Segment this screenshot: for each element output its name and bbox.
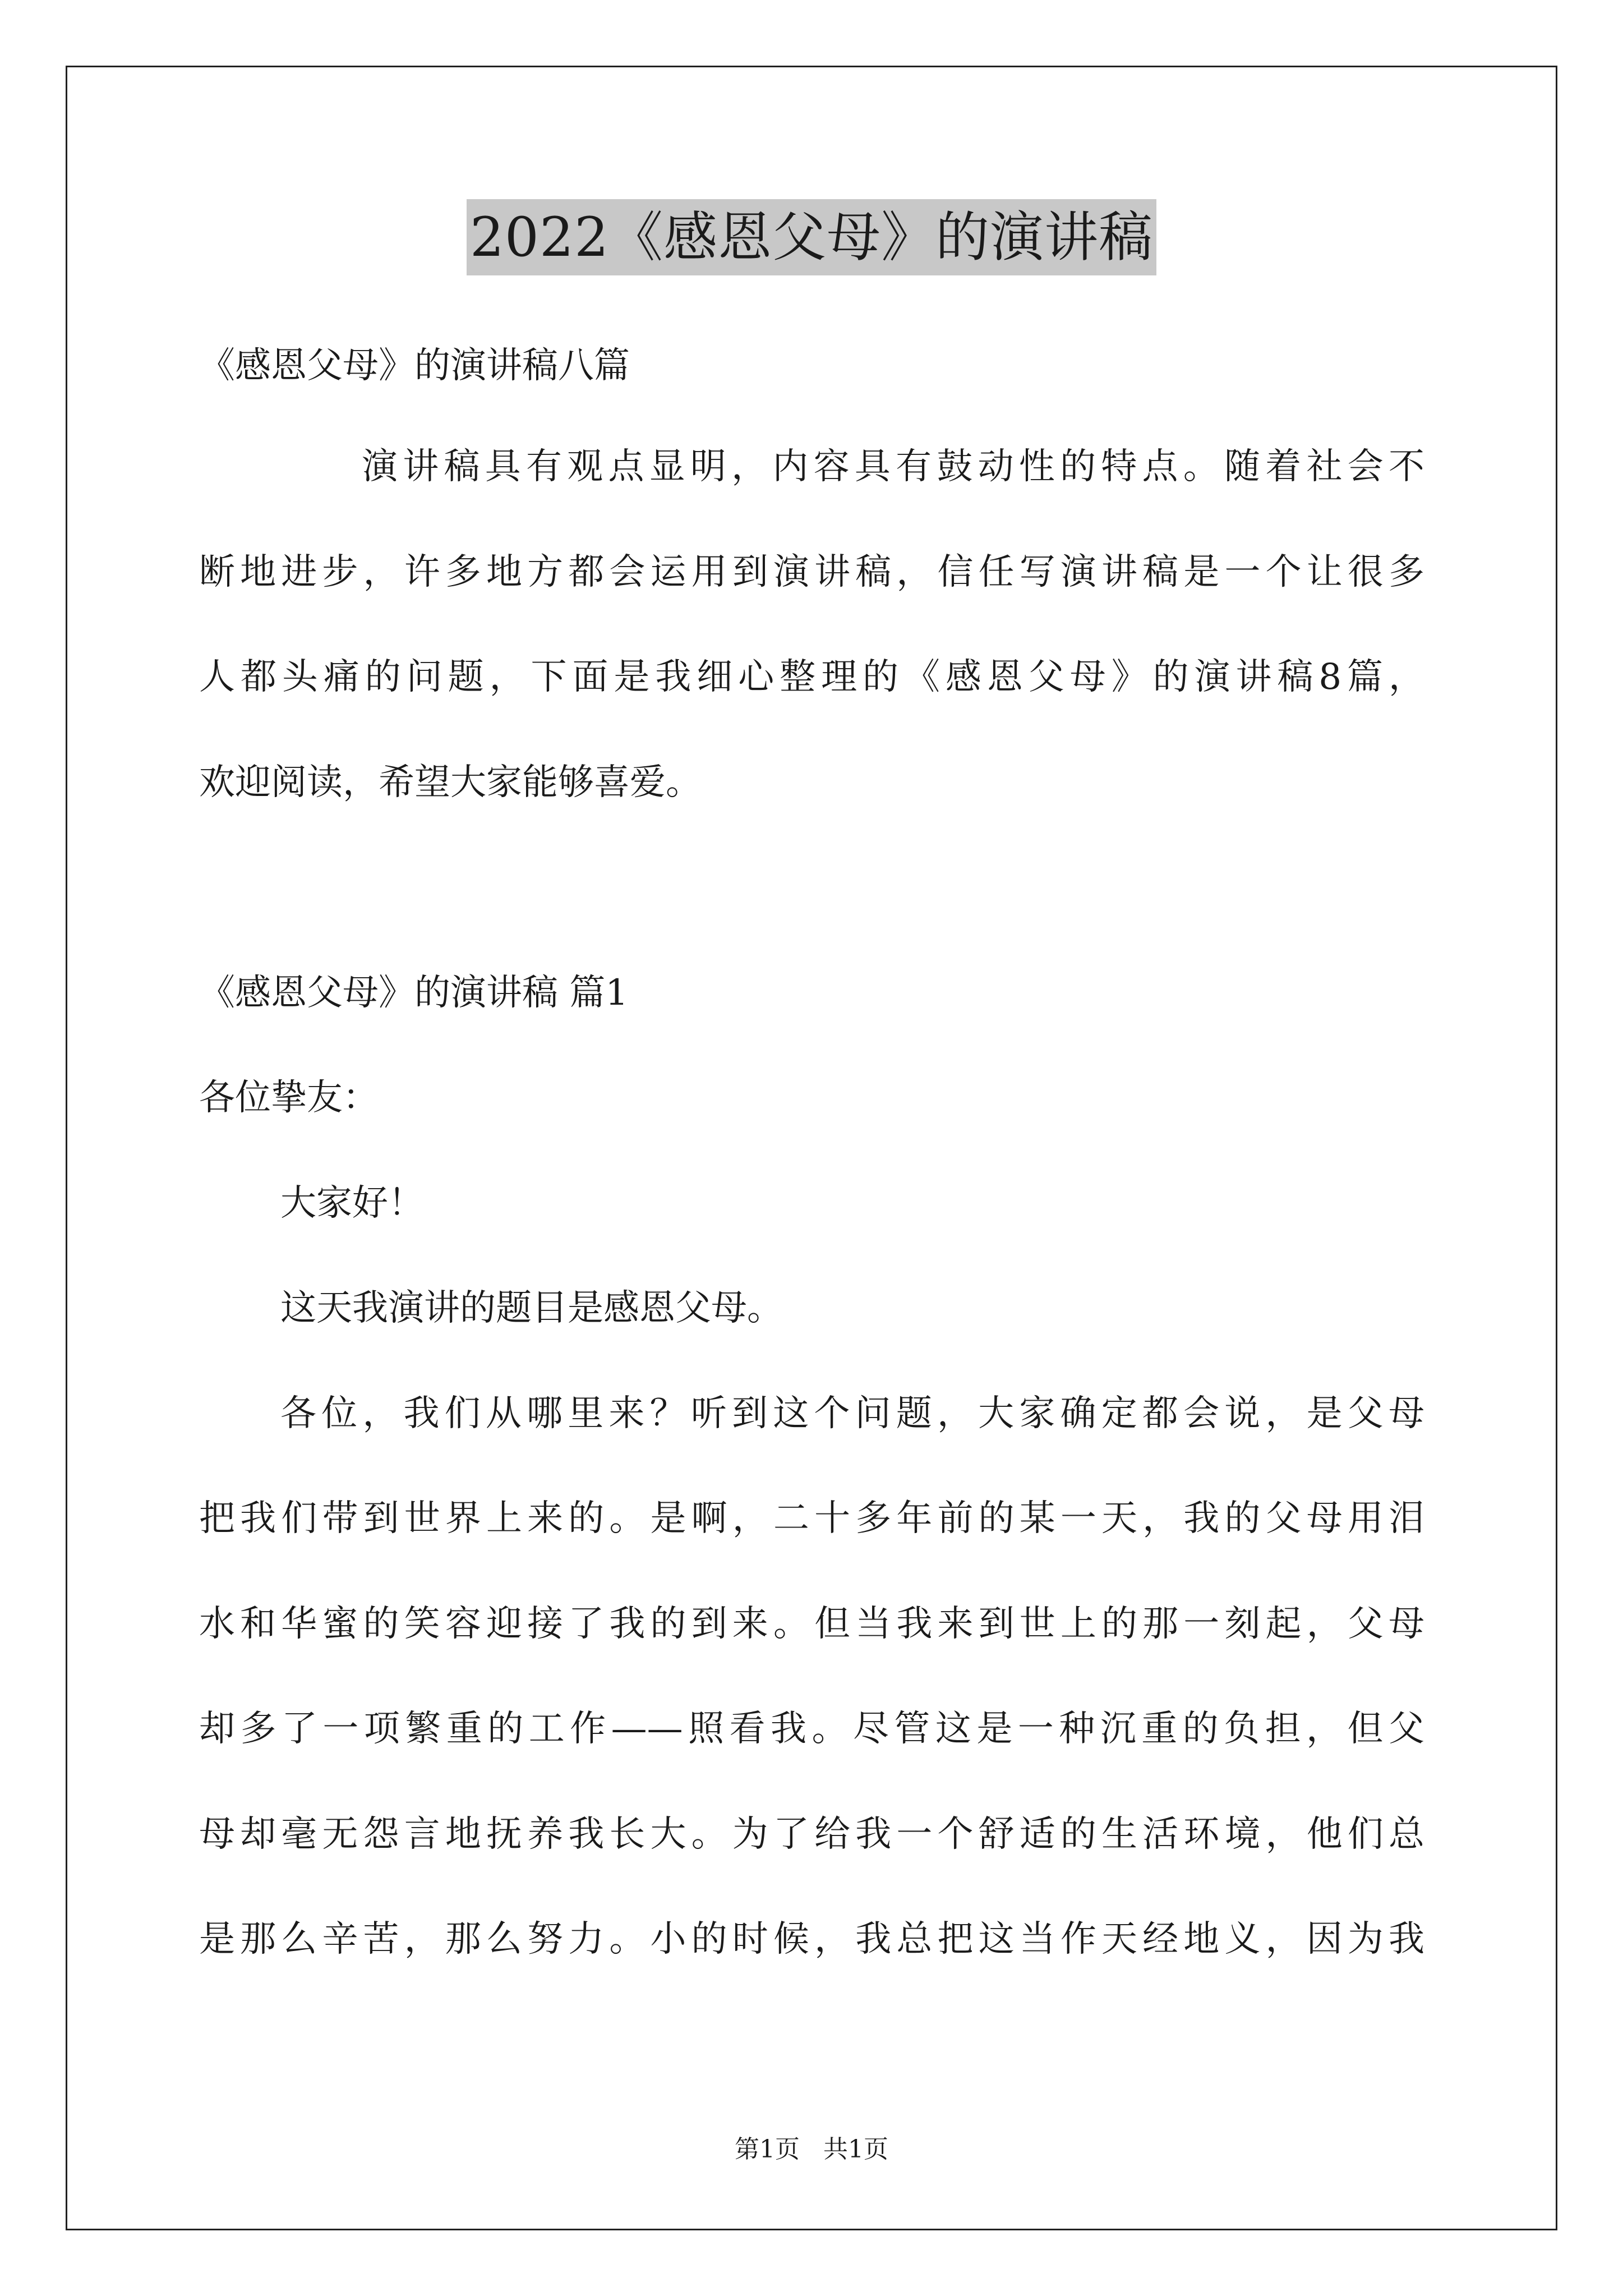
body-line-5: 母却毫无怨言地抚养我长大。为了给我一个舒适的生活环境，他们总 [199, 1814, 1424, 1855]
intro-line-3: 人都头痛的问题，下面是我细心整理的《感恩父母》的演讲稿8篇， [199, 656, 1424, 698]
subtitle: 《感恩父母》的演讲稿八篇 [199, 345, 630, 386]
topic-line: 这天我演讲的题目是感恩父母。 [280, 1287, 783, 1329]
body-line-2: 把我们带到世界上来的。是啊，二十多年前的某一天，我的父母用泪 [199, 1498, 1424, 1539]
body-line-1: 各位，我们从哪里来？听到这个问题，大家确定都会说，是父母 [280, 1393, 1424, 1434]
intro-line-1: 演讲稿具有观点显明，内容具有鼓动性的特点。随着社会不 [362, 446, 1424, 487]
body-line-6: 是那么辛苦，那么努力。小的时候，我总把这当作天经地义，因为我 [199, 1918, 1424, 1960]
body-line-3: 水和华蜜的笑容迎接了我的到来。但当我来到世上的那一刻起，父母 [199, 1603, 1424, 1645]
title-container [0, 199, 1623, 275]
greeting: 大家好！ [280, 1182, 424, 1224]
intro-line-2: 断地进步，许多地方都会运用到演讲稿，信任写演讲稿是一个让很多 [199, 551, 1424, 593]
intro-line-4: 欢迎阅读，希望大家能够喜爱。 [199, 762, 702, 803]
document-title: 2022《感恩父母》的演讲稿 [467, 199, 1156, 275]
page-footer: 第1页 共1页 [735, 2135, 888, 2164]
section-heading: 《感恩父母》的演讲稿 篇1 [199, 972, 629, 1014]
page-border [66, 66, 1557, 2230]
salutation: 各位挚友： [199, 1077, 379, 1119]
body-line-4: 却多了一项繁重的工作——照看我。尽管这是一种沉重的负担，但父 [199, 1708, 1424, 1750]
